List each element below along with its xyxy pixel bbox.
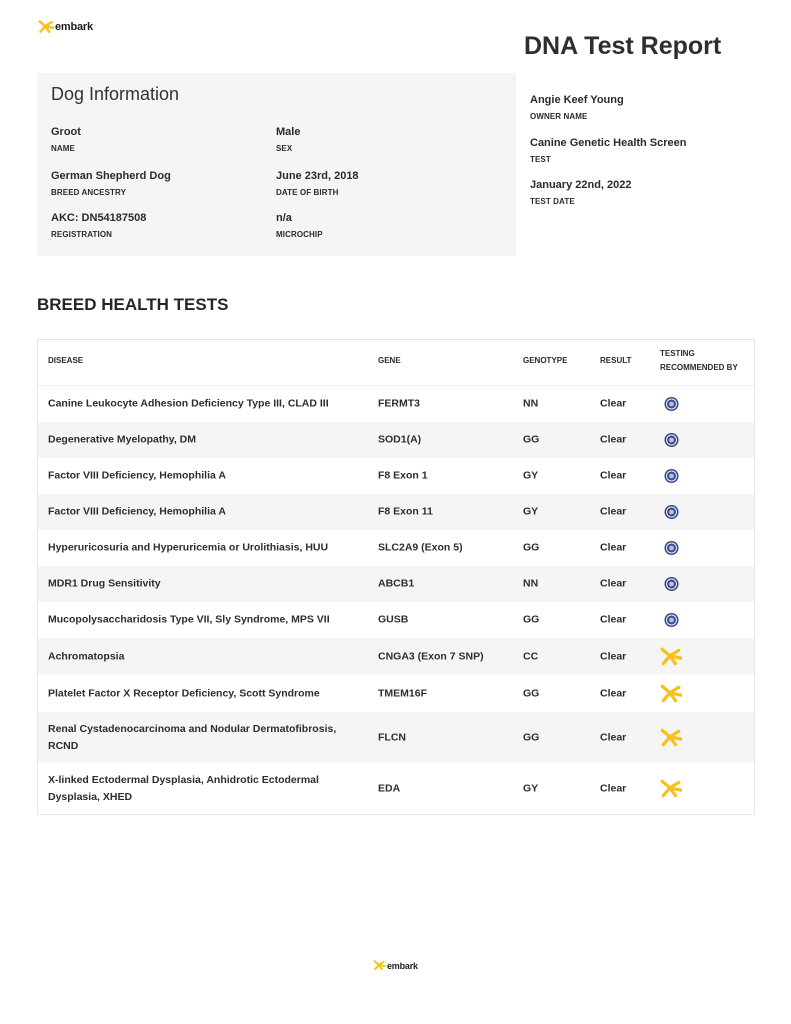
gene-cell: SOD1(A) bbox=[378, 433, 422, 446]
test-date-value: January 22nd, 2022 bbox=[530, 179, 632, 191]
registration-field bbox=[51, 212, 146, 239]
gene-cell: EDA bbox=[378, 782, 401, 794]
result-cell: Clear bbox=[600, 731, 627, 743]
disease-cell: Hyperuricosuria and Hyperuricemia or Urolithiasis, HUU bbox=[48, 541, 329, 554]
date-of-birth-value: June 23rd, 2018 bbox=[276, 170, 359, 182]
result-cell: Clear bbox=[600, 505, 627, 518]
dog-name-field bbox=[51, 126, 81, 153]
registration-value: AKC: DN54187508 bbox=[51, 212, 147, 224]
table-row bbox=[38, 566, 754, 602]
embark-star-icon bbox=[38, 20, 54, 34]
dog-information-panel bbox=[37, 73, 516, 256]
ofa-seal-icon bbox=[664, 613, 679, 628]
ofa-seal-icon bbox=[664, 577, 679, 592]
genotype-cell: GY bbox=[523, 469, 539, 482]
genotype-cell: GG bbox=[523, 433, 540, 446]
table-row bbox=[38, 494, 754, 530]
embark-logo bbox=[38, 20, 93, 34]
dog-sex-field bbox=[276, 126, 300, 153]
gene-cell: TMEM16F bbox=[378, 687, 428, 699]
disease-cell: Degenerative Myelopathy, DM bbox=[48, 433, 197, 446]
result-cell: Clear bbox=[600, 687, 627, 699]
table-row bbox=[38, 712, 754, 763]
table-row bbox=[38, 530, 754, 566]
test-label: TEST bbox=[530, 155, 551, 164]
gene-cell: F8 Exon 1 bbox=[378, 469, 428, 482]
registration-label: REGISTRATION bbox=[51, 230, 113, 239]
header-gene: GENE bbox=[378, 356, 401, 365]
result-cell: Clear bbox=[600, 433, 627, 446]
table-row bbox=[38, 675, 754, 712]
result-cell: Clear bbox=[600, 541, 627, 554]
test-date-field bbox=[530, 179, 632, 206]
genotype-cell: NN bbox=[523, 577, 539, 590]
ofa-seal-icon bbox=[664, 433, 679, 448]
gene-cell: CNGA3 (Exon 7 SNP) bbox=[378, 650, 484, 662]
ofa-seal-icon bbox=[664, 505, 679, 520]
dog-name-value: Groot bbox=[51, 126, 81, 138]
test-value: Canine Genetic Health Screen bbox=[530, 137, 687, 149]
header-testing-recommended-by bbox=[660, 347, 738, 375]
table-row bbox=[38, 422, 754, 458]
disease-cell: Mucopolysaccharidosis Type VII, Sly Syndrome, MPS VII bbox=[48, 613, 330, 626]
gene-cell: GUSB bbox=[378, 613, 409, 626]
genotype-cell: GY bbox=[523, 782, 539, 794]
breed-health-tests-table bbox=[37, 339, 755, 815]
microchip-value: n/a bbox=[276, 212, 292, 224]
header-disease: DISEASE bbox=[48, 356, 84, 365]
disease-cell: Factor VIII Deficiency, Hemophilia A bbox=[48, 469, 226, 482]
breed-ancestry-field bbox=[51, 170, 171, 197]
embark-star-icon bbox=[660, 647, 682, 667]
disease-cell: MDR1 Drug Sensitivity bbox=[48, 577, 161, 590]
breed-ancestry-label: BREED ANCESTRY bbox=[51, 188, 127, 197]
result-cell: Clear bbox=[600, 397, 627, 410]
gene-cell: FERMT3 bbox=[378, 397, 420, 410]
genotype-cell: NN bbox=[523, 397, 539, 410]
gene-cell: ABCB1 bbox=[378, 577, 415, 590]
dog-sex-label: SEX bbox=[276, 144, 293, 153]
disease-cell: Achromatopsia bbox=[48, 650, 125, 662]
disease-cell: Factor VIII Deficiency, Hemophilia A bbox=[48, 505, 226, 518]
header-result: RESULT bbox=[600, 356, 632, 365]
microchip-label: MICROCHIP bbox=[276, 230, 323, 239]
footer-embark-logo bbox=[373, 960, 418, 971]
test-field bbox=[530, 137, 687, 164]
breed-ancestry-value: German Shepherd Dog bbox=[51, 170, 171, 182]
dog-information-title: Dog Information bbox=[51, 84, 180, 104]
embark-star-icon bbox=[373, 960, 386, 971]
ofa-seal-icon bbox=[664, 397, 679, 412]
dog-name-label: NAME bbox=[51, 144, 75, 153]
ofa-seal-icon bbox=[664, 541, 679, 556]
disease-cell: Platelet Factor X Receptor Deficiency, Scott Syndrome bbox=[48, 687, 320, 699]
genotype-cell: CC bbox=[523, 650, 539, 662]
gene-cell: F8 Exon 11 bbox=[378, 505, 433, 518]
owner-name-field bbox=[530, 94, 624, 121]
table-row bbox=[38, 763, 754, 814]
header-genotype: GENOTYPE bbox=[523, 356, 568, 365]
report-title: DNA Test Report bbox=[524, 32, 722, 60]
genotype-cell: GG bbox=[523, 687, 540, 699]
result-cell: Clear bbox=[600, 650, 627, 662]
table-row bbox=[38, 386, 754, 422]
breed-health-tests-title: BREED HEALTH TESTS bbox=[37, 295, 229, 314]
gene-cell: FLCN bbox=[378, 731, 406, 743]
disease-cell: X-linked Ectodermal Dysplasia, Anhidrotic Ectodermal Dysplasia, XHED bbox=[48, 773, 319, 803]
footer-brand-name: embark bbox=[387, 960, 418, 971]
result-cell: Clear bbox=[600, 577, 627, 590]
owner-name-value: Angie Keef Young bbox=[530, 94, 624, 106]
disease-cell: Renal Cystadenocarcinoma and Nodular Dermatofibrosis, RCND bbox=[48, 722, 337, 752]
result-cell: Clear bbox=[600, 613, 627, 626]
microchip-field bbox=[276, 212, 323, 239]
table-header bbox=[38, 340, 754, 386]
owner-name-label: OWNER NAME bbox=[530, 112, 588, 121]
ofa-seal-icon bbox=[664, 469, 679, 484]
result-cell: Clear bbox=[600, 469, 627, 482]
genotype-cell: GG bbox=[523, 613, 540, 626]
genotype-cell: GG bbox=[523, 541, 540, 554]
table-row bbox=[38, 638, 754, 675]
brand-name: embark bbox=[55, 21, 93, 33]
genotype-cell: GG bbox=[523, 731, 540, 743]
result-cell: Clear bbox=[600, 782, 627, 794]
table-row bbox=[38, 602, 754, 638]
disease-cell: Canine Leukocyte Adhesion Deficiency Type III, CLAD III bbox=[48, 397, 329, 410]
table-row bbox=[38, 458, 754, 494]
header-recommended-by: RECOMMENDED BY bbox=[660, 363, 738, 372]
date-of-birth-field bbox=[276, 170, 359, 197]
genotype-cell: GY bbox=[523, 505, 539, 518]
gene-cell: SLC2A9 (Exon 5) bbox=[378, 541, 463, 554]
embark-star-icon bbox=[660, 684, 682, 704]
date-of-birth-label: DATE OF BIRTH bbox=[276, 188, 339, 197]
header-testing: TESTING bbox=[660, 349, 695, 358]
dog-sex-value: Male bbox=[276, 126, 301, 138]
embark-star-icon bbox=[660, 779, 682, 799]
test-date-label: TEST DATE bbox=[530, 197, 575, 206]
embark-star-icon bbox=[660, 728, 682, 748]
